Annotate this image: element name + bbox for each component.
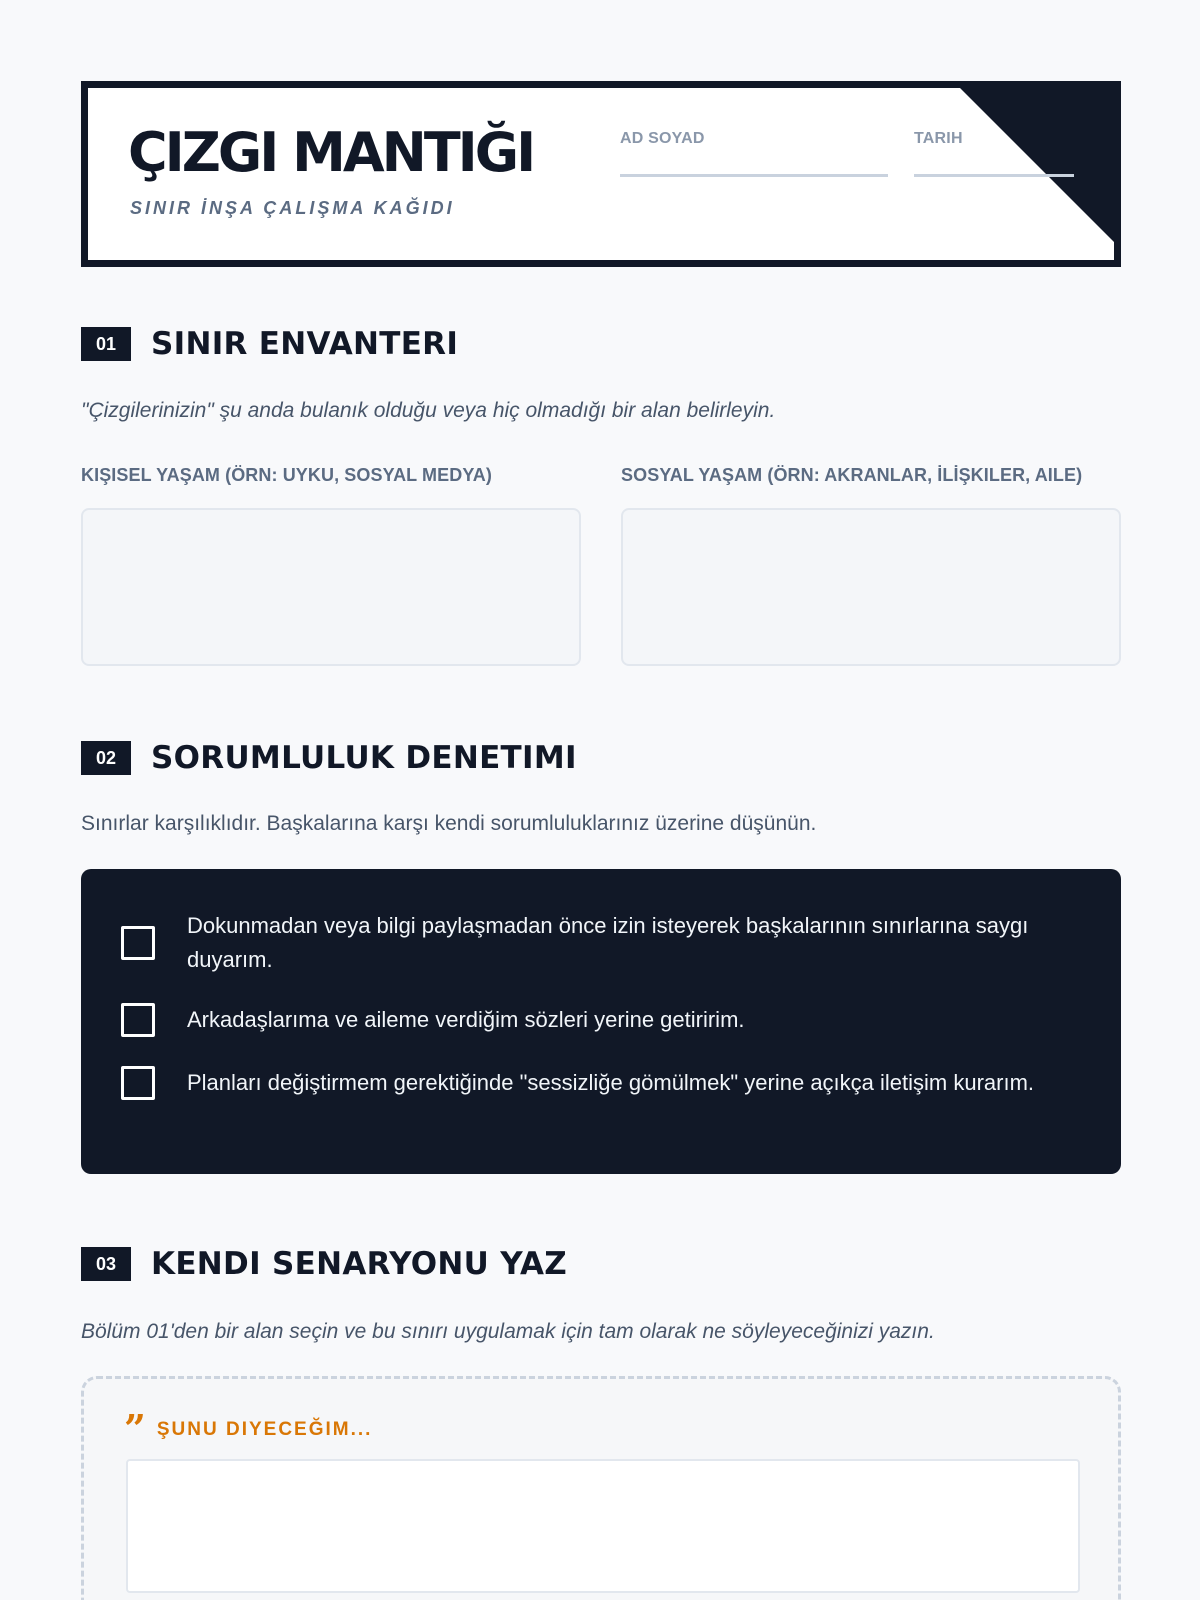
name-field[interactable] <box>620 130 888 177</box>
checklist-item-text: Arkadaşlarıma ve aileme verdiğim sözleri yerine getiririm. <box>187 1007 745 1032</box>
social-life-label: SOSYAL YAŞAM (ÖRN: AKRANLAR, İLİŞKILER, AILE) <box>621 465 1083 485</box>
section-number-badge: 02 <box>81 741 131 775</box>
date-field[interactable] <box>914 130 1074 177</box>
section-02-heading <box>81 741 577 775</box>
section-03-description: Bölüm 01'den bir alan seçin ve bu sınırı uygulamak için tam olarak ne söyleyeceğinizi yazın. <box>81 1320 935 1343</box>
page-subtitle: SINIR İNŞA ÇALIŞMA KAĞIDI <box>130 198 455 218</box>
checklist-item[interactable] <box>121 1066 1081 1100</box>
checkbox[interactable] <box>121 1066 155 1100</box>
section-title: SINIR ENVANTERI <box>151 325 459 362</box>
checkbox[interactable] <box>121 1003 155 1037</box>
page-title: ÇIZGI MANTIĞI <box>128 121 534 184</box>
script-textarea[interactable] <box>126 1459 1080 1593</box>
responsibility-checklist <box>81 869 1121 1174</box>
section-01-heading <box>81 327 458 361</box>
section-02-description: Sınırlar karşılıklıdır. Başkalarına karşı kendi sorumluluklarınız üzerine düşünün. <box>81 812 817 835</box>
quote-icon: ” <box>124 1406 143 1451</box>
section-title: SORUMLULUK DENETIMI <box>151 739 577 776</box>
section-01-description: "Çizgilerinizin" şu anda bulanık olduğu veya hiç olmadığı bir alan belirleyin. <box>81 399 776 422</box>
personal-life-label: KIŞISEL YAŞAM (ÖRN: UYKU, SOSYAL MEDYA) <box>81 465 492 485</box>
section-03-heading <box>81 1247 567 1281</box>
worksheet-header <box>81 81 1121 267</box>
social-life-textarea[interactable] <box>621 508 1121 666</box>
checklist-item-text: Dokunmadan veya bilgi paylaşmadan önce izin isteyerek başkalarının sınırlarına saygı duyarım. <box>187 913 1029 972</box>
checklist-item[interactable] <box>121 1003 1081 1037</box>
section-number-badge: 01 <box>81 327 131 361</box>
date-field-label: TARIH <box>914 130 963 147</box>
date-field-line[interactable] <box>914 174 1074 177</box>
section-number-badge: 03 <box>81 1247 131 1281</box>
personal-life-textarea[interactable] <box>81 508 581 666</box>
checklist-item[interactable] <box>121 909 1081 977</box>
name-field-line[interactable] <box>620 174 888 177</box>
script-box <box>81 1376 1121 1600</box>
section-title: KENDI SENARYONU YAZ <box>151 1245 568 1282</box>
script-label <box>124 1406 373 1451</box>
checklist-item-text: Planları değiştirmem gerektiğinde "sessizliğe gömülmek" yerine açıkça iletişim kurarım. <box>187 1070 1035 1095</box>
name-field-label: AD SOYAD <box>620 130 705 147</box>
script-label-text: ŞUNU DIYECEĞIM... <box>156 1419 373 1440</box>
checkbox[interactable] <box>121 926 155 960</box>
